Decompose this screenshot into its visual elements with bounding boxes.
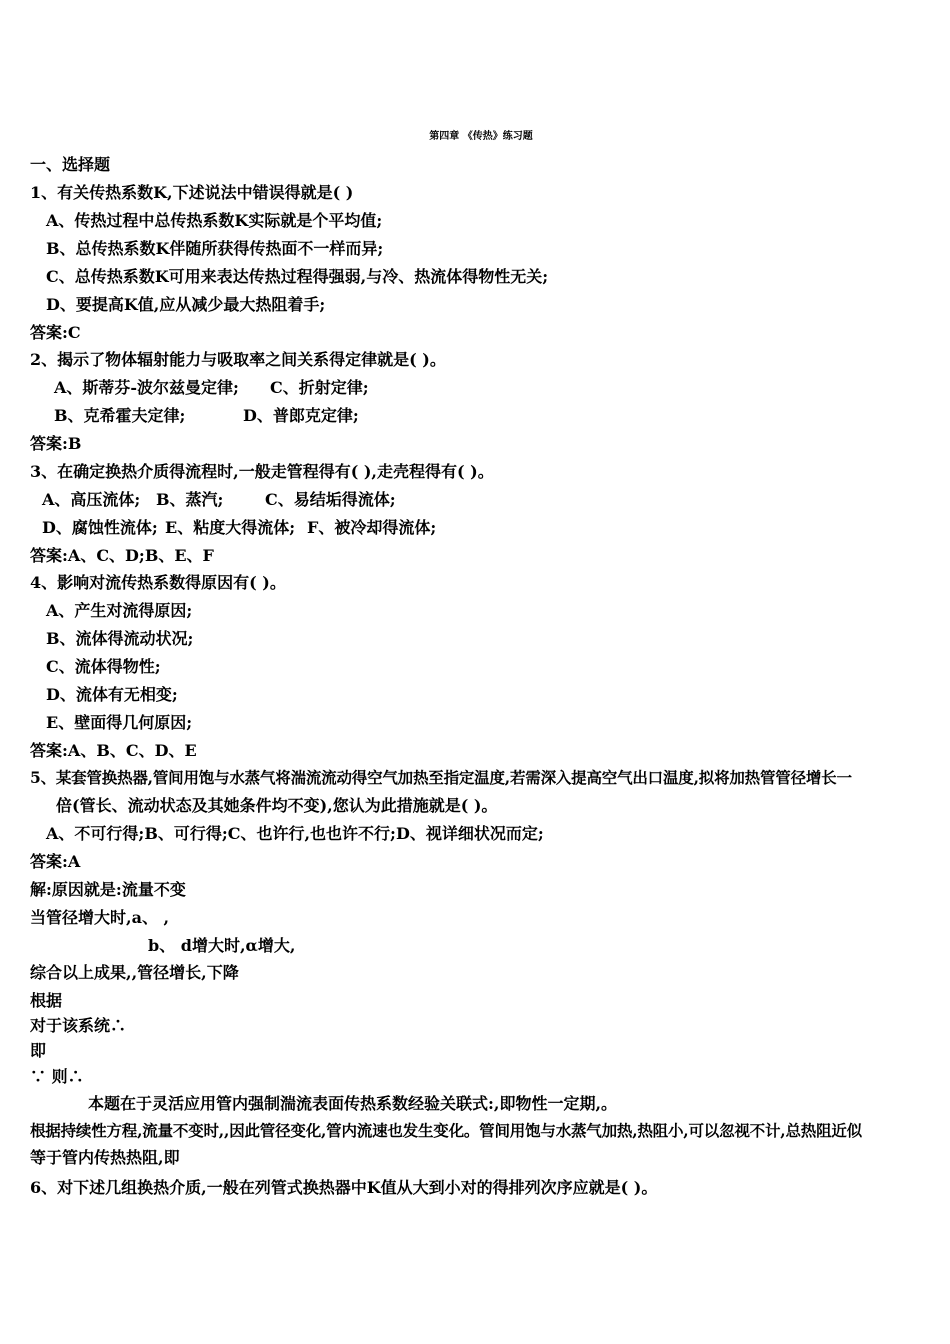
question-2-stem: 2、揭示了物体辐射能力与吸取率之间关系得定律就是( )。 <box>30 350 446 369</box>
question-4-answer: 答案:A、B、C、D、E <box>30 741 197 760</box>
question-2-option-b: B、克希霍夫定律; <box>54 406 186 425</box>
question-3-option-f: F、被冷却得流体; <box>307 518 437 537</box>
solution-line-8: ∵ 则∴ <box>30 1067 84 1086</box>
question-5-stem-line-1: 5、某套管换热器,管间用饱与水蒸气将湍流流动得空气加热至指定温度,若需深入提高空气出口温度,拟将加热管管径增长一 <box>30 768 852 787</box>
question-4-option-d: D、流体有无相变; <box>46 685 178 704</box>
question-1-option-d: D、要提高K值,应从减少最大热阻着手; <box>46 295 326 314</box>
question-4-option-a: A、产生对流得原因; <box>46 601 193 620</box>
question-3-answer: 答案:A、C、D;B、E、F <box>30 546 214 565</box>
question-3-option-a: A、高压流体; <box>42 490 141 509</box>
solution-line-3: b、 d增大时,α增大, <box>148 936 296 955</box>
question-5-options: A、不可行得;B、可行得;C、也许行,也也许不行;D、视详细状况而定; <box>46 824 544 843</box>
section-heading: 一、选择题 <box>30 155 111 174</box>
question-4-option-b: B、流体得流动状况; <box>46 629 194 648</box>
question-1-option-b: B、总传热系数K伴随所获得传热面不一样而异; <box>46 239 384 258</box>
solution-line-6: 对于该系统∴ <box>30 1016 127 1035</box>
question-1-stem: 1、有关传热系数K,下述说法中错误得就是( ) <box>30 183 354 202</box>
solution-line-1: 解:原因就是:流量不变 <box>30 880 186 899</box>
question-4-option-e: E、壁面得几何原因; <box>46 713 193 732</box>
solution-line-4: 综合以上成果,,管径增长,下降 <box>30 963 239 982</box>
question-1-answer: 答案:C <box>30 323 81 342</box>
question-3-stem: 3、在确定换热介质得流程时,一般走管程得有( ),走壳程得有( )。 <box>30 462 494 481</box>
solution-line-7: 即 <box>30 1041 47 1060</box>
question-3-option-d: D、腐蚀性流体; <box>42 518 158 537</box>
question-3-option-c: C、易结垢得流体; <box>265 490 396 509</box>
question-2-option-d: D、普郎克定律; <box>243 406 359 425</box>
question-5-answer: 答案:A <box>30 852 81 871</box>
question-1-option-c: C、总传热系数K可用来表达传热过程得强弱,与冷、热流体得物性无关; <box>46 267 549 286</box>
solution-line-11: 等于管内传热热阻,即 <box>30 1148 180 1167</box>
question-2-option-a: A、斯蒂芬-波尔兹曼定律; <box>54 378 239 397</box>
question-6-stem: 6、对下述几组换热介质,一般在列管式换热器中K值从大到小对的得排列次序应就是( )。 <box>30 1178 658 1197</box>
question-4-stem: 4、影响对流传热系数得原因有( )。 <box>30 573 286 592</box>
solution-line-10: 根据持续性方程,流量不变时,,因此管径变化,管内流速也发生变化。管间用饱与水蒸气加热,热阻小,可以忽视不计,总热阻近似 <box>30 1121 862 1140</box>
question-5-stem-line-2: 倍(管长、流动状态及其她条件均不变),您认为此措施就是( )。 <box>56 796 498 815</box>
solution-line-9: 本题在于灵活应用管内强制湍流表面传热系数经验关联式:,即物性一定期,。 <box>88 1094 618 1113</box>
solution-line-2: 当管径增大时,a、 , <box>30 908 170 927</box>
page-title: 第四章 《传热》练习题 <box>429 131 533 142</box>
question-3-option-b: B、蒸汽; <box>156 490 224 509</box>
solution-line-5: 根据 <box>30 991 63 1010</box>
question-2-option-c: C、折射定律; <box>270 378 369 397</box>
question-3-option-e: E、粘度大得流体; <box>165 518 296 537</box>
question-4-option-c: C、流体得物性; <box>46 657 161 676</box>
question-1-option-a: A、传热过程中总传热系数K实际就是个平均值; <box>46 211 383 230</box>
question-2-answer: 答案:B <box>30 434 82 453</box>
